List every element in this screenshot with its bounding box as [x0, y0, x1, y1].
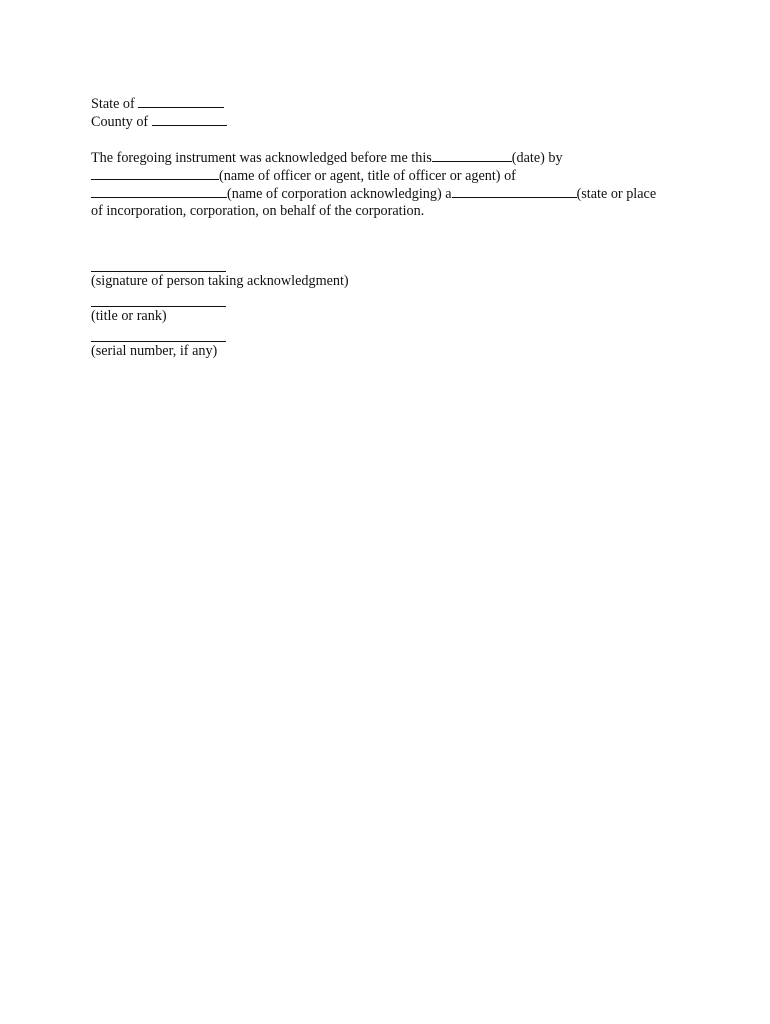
acknowledgment-line-1: [91, 148, 563, 166]
state-of-incorporation-blank[interactable]: [452, 184, 577, 198]
serial-caption-line: [91, 342, 217, 360]
corporation-name-blank[interactable]: [91, 184, 227, 198]
acknowledgment-line-2: [91, 166, 516, 184]
acknowledgment-line-4: [91, 202, 424, 220]
county-line: [91, 112, 227, 130]
state-label: State of: [91, 96, 135, 112]
title-caption-line: [91, 307, 167, 325]
serial-caption: (serial number, if any): [91, 343, 218, 359]
acknowledgment-intro: The foregoing instrument was acknowledged before me this: [91, 150, 432, 166]
county-blank[interactable]: [152, 112, 227, 126]
officer-name-blank[interactable]: [91, 166, 219, 180]
signature-caption: (signature of person taking acknowledgment): [91, 273, 349, 289]
title-caption: (title or rank): [91, 308, 167, 324]
corporation-caption: (name of corporation acknowledging) a: [227, 186, 452, 202]
county-label: County of: [91, 114, 149, 130]
date-blank[interactable]: [432, 148, 512, 162]
state-line: [91, 94, 224, 112]
officer-caption: (name of officer or agent, title of officer or agent) of: [219, 168, 516, 184]
signature-caption-line: [91, 272, 349, 290]
state-of-incorporation-caption: (state or place: [576, 186, 657, 202]
acknowledgment-line-3: [91, 184, 656, 202]
state-blank[interactable]: [138, 94, 224, 108]
date-caption: (date) by: [511, 150, 563, 166]
incorporation-caption: of incorporation, corporation, on behalf of the corporation.: [91, 203, 425, 219]
